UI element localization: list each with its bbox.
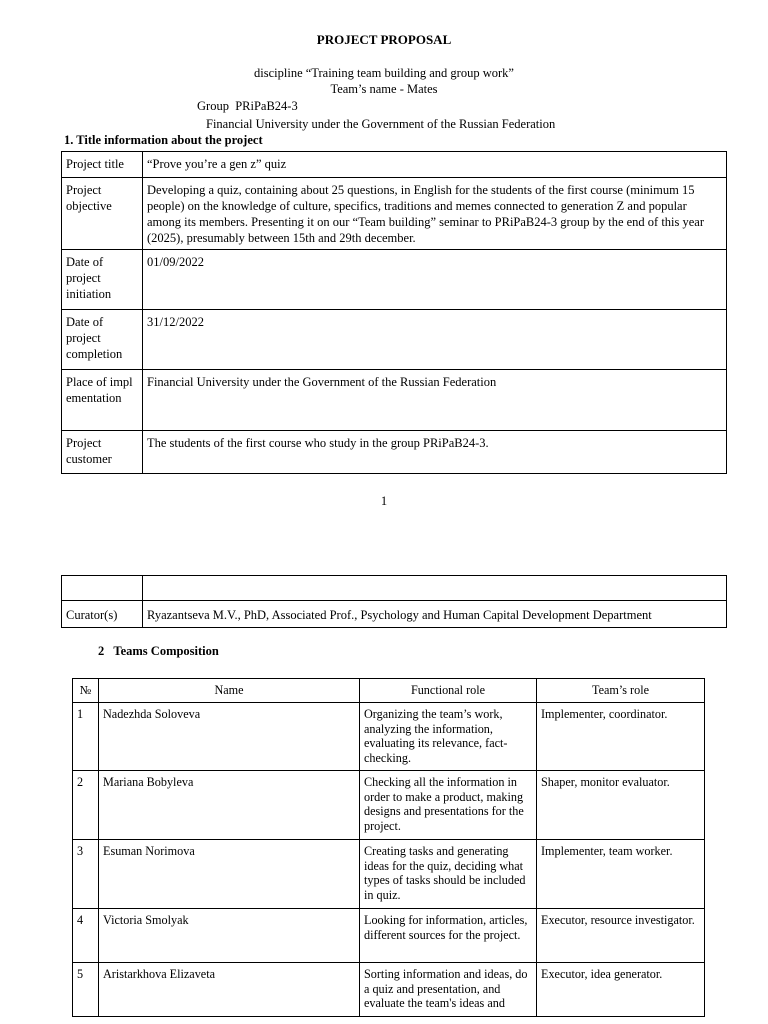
column-header-team-role: Team’s role bbox=[537, 679, 705, 703]
table-row bbox=[62, 310, 727, 370]
row-label: Curator(s) bbox=[62, 601, 143, 628]
row-value: Financial University under the Government of the Russian Federation bbox=[143, 370, 727, 431]
member-functional-role: Organizing the team’s work, analyzing the information, evaluating its relevance, fact-checking. bbox=[360, 703, 537, 771]
member-functional-role: Sorting information and ideas, do a quiz and presentation, and evaluate the team's ideas and bbox=[360, 963, 537, 1017]
table-row bbox=[73, 963, 705, 1017]
table-row bbox=[62, 431, 727, 474]
member-team-role: Executor, resource investigator. bbox=[537, 909, 705, 963]
member-name: Mariana Bobyleva bbox=[99, 771, 360, 840]
column-header-functional-role: Functional role bbox=[360, 679, 537, 703]
member-number: 1 bbox=[73, 703, 99, 771]
table-row bbox=[62, 178, 727, 250]
member-name: Aristarkhova Elizaveta bbox=[99, 963, 360, 1017]
project-info-table bbox=[61, 151, 727, 474]
row-label: Project title bbox=[62, 152, 143, 178]
row-label: Date of project initiation bbox=[62, 250, 143, 310]
section1-heading: 1. Title information about the project bbox=[64, 133, 263, 147]
table-row bbox=[73, 771, 705, 840]
table-row bbox=[62, 370, 727, 431]
university-line: Financial University under the Government of the Russian Federation bbox=[206, 117, 556, 131]
member-number: 2 bbox=[73, 771, 99, 840]
member-team-role: Shaper, monitor evaluator. bbox=[537, 771, 705, 840]
row-value: 31/12/2022 bbox=[143, 310, 727, 370]
member-team-role: Executor, idea generator. bbox=[537, 963, 705, 1017]
group-line: Group PRiPaB24-3 bbox=[197, 99, 298, 113]
member-number: 4 bbox=[73, 909, 99, 963]
section2-heading: 2 Teams Composition bbox=[98, 644, 219, 658]
row-value: Ryazantseva M.V., PhD, Associated Prof., Psychology and Human Capital Development Department bbox=[143, 601, 727, 628]
team-name-line: Team’s name - Mates bbox=[330, 82, 438, 96]
project-info-table-continued bbox=[61, 575, 727, 628]
column-header-number: № bbox=[73, 679, 99, 703]
table-row bbox=[73, 840, 705, 909]
column-header-name: Name bbox=[99, 679, 360, 703]
member-number: 3 bbox=[73, 840, 99, 909]
member-functional-role: Looking for information, articles, different sources for the project. bbox=[360, 909, 537, 963]
row-label: Place of implementation bbox=[62, 370, 143, 431]
row-label: Project customer bbox=[62, 431, 143, 474]
discipline-line: discipline “Training team building and group work” bbox=[254, 66, 514, 80]
row-label: Date of project completion bbox=[62, 310, 143, 370]
row-label bbox=[62, 576, 143, 601]
table-row bbox=[62, 250, 727, 310]
member-team-role: Implementer, coordinator. bbox=[537, 703, 705, 771]
member-name: Esuman Norimova bbox=[99, 840, 360, 909]
document-title: PROJECT PROPOSAL bbox=[316, 32, 452, 47]
row-value: “Prove you’re a gen z” quiz bbox=[143, 152, 727, 178]
row-value bbox=[143, 576, 727, 601]
table-row bbox=[73, 703, 705, 771]
table-row bbox=[62, 601, 727, 628]
member-functional-role: Creating tasks and generating ideas for the quiz, deciding what types of tasks should be included in quiz. bbox=[360, 840, 537, 909]
table-row bbox=[62, 152, 727, 178]
table-row bbox=[62, 576, 727, 601]
table-row bbox=[73, 909, 705, 963]
row-value: Developing a quiz, containing about 25 questions, in English for the students of the first course (minimum 15 people) on the knowledge of culture, specifics, traditions and memes connected to generation Z and popular among its members. Presenting it on our “Team building” seminar to PRiPaB24-3 group by the end of this year (2025), presumably between 15th and 29th december. bbox=[143, 178, 727, 250]
row-value: 01/09/2022 bbox=[143, 250, 727, 310]
member-functional-role: Checking all the information in order to make a product, making designs and presentations for the project. bbox=[360, 771, 537, 840]
row-label: Project objective bbox=[62, 178, 143, 250]
member-name: Victoria Smolyak bbox=[99, 909, 360, 963]
member-team-role: Implementer, team worker. bbox=[537, 840, 705, 909]
row-value: The students of the first course who study in the group PRiPaB24-3. bbox=[143, 431, 727, 474]
page-number: 1 bbox=[380, 494, 388, 508]
member-number: 5 bbox=[73, 963, 99, 1017]
member-name: Nadezhda Soloveva bbox=[99, 703, 360, 771]
table-header-row bbox=[73, 679, 705, 703]
team-composition-table bbox=[72, 678, 705, 1017]
